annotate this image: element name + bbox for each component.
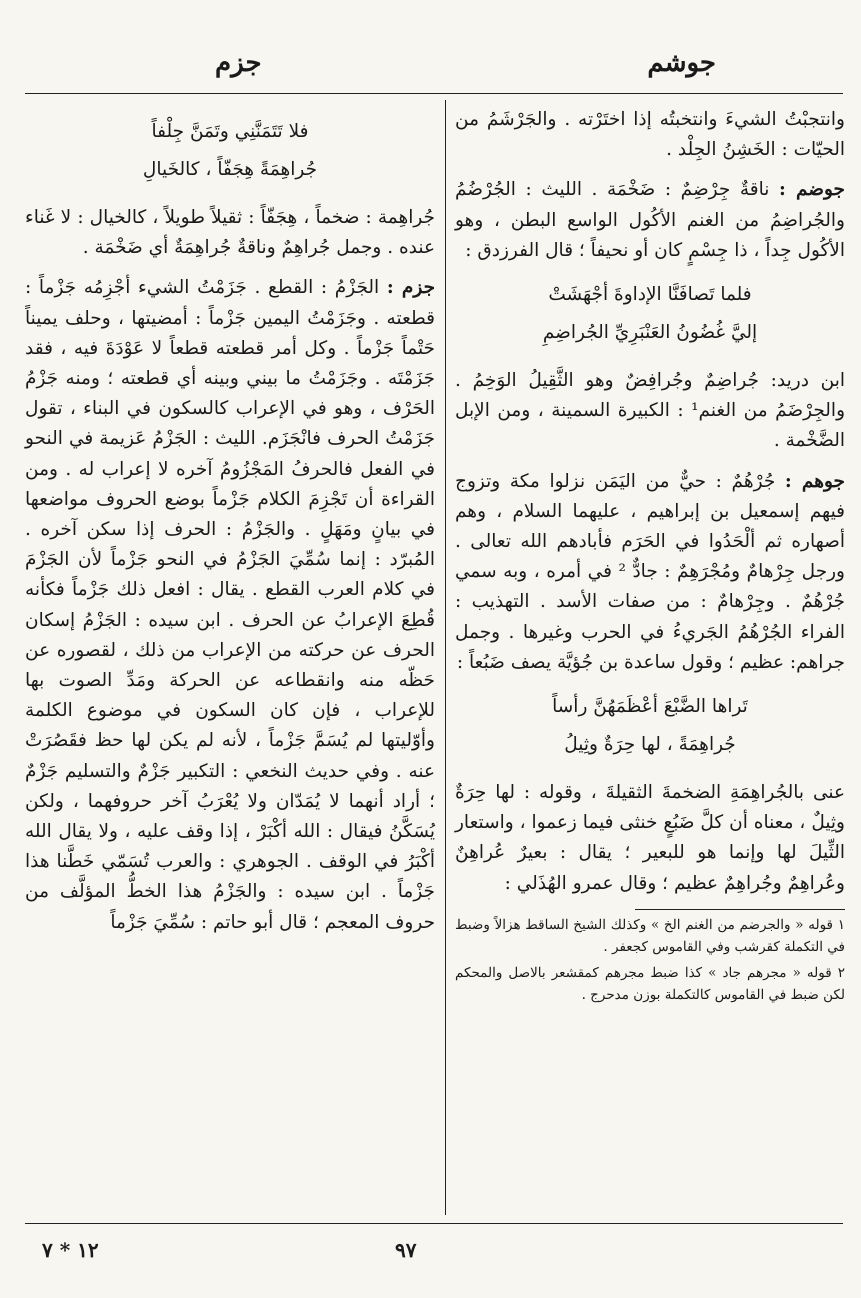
dictionary-entry [455,175,845,266]
footnote: ١ قوله « والجرضم من الغنم الخ » وكذلك الشيخ الساقط هزالاً وضبط في التكملة كقرشب وفي القاموس كجعفر . [455,916,845,955]
entry-text: ناقةٌ جِرْضِمٌ : ضَخْمَة . الليث : الجُرْضُمُ والجُراضِمُ من الغنم الأكُول الواسع البطن ، وهو الأكُول جِداً ، ذا جِسْمٍ كان أو نحيفاً ؛ قال الفرزدق : [455,179,845,261]
verse-line: فلا تَتَمَنَّنِي وتَمَنَّ جِلْفاً [151,121,309,142]
verse-line: جُراهِمَةً ، لها حِرَةٌ وثِيلُ [564,734,736,756]
verse [25,113,435,189]
footer-rule [25,1223,843,1224]
header-rule [25,93,843,94]
verse [455,276,845,352]
entry-text: ابن دريد: جُراضِمٌ وجُرافِضٌ وهو الثَّقِيلُ الوَخِمُ . والجِرْضَمُ من الغنم¹ : الكبيرة السمينة ، ومن الإبل الضَّخْمة . [455,370,845,452]
column-divider [445,100,446,1215]
verse-line: إليَّ غُضُونُ العَنْبَرِيِّ الجُراضِمِ [542,322,758,344]
entry-text: جُرْهُمٌ : حيٌّ من اليَمَن نزلوا مكة وتزوج فيهم إسمعيل بن إبراهيم ، عليهما السلام ، وهم أصهاره ثم ألْحَدُوا في الحَرَم فأبادهم الله تعالى . ورجل جِرْهامٌ ومُجْرَهِمٌ : جادٌّ ² في أمره ، وبه سمي جُرْهُمٌ . وجِرْهامٌ : من صفات الأسد . التهذيب : الفراء الجُرْهُمُ الجَريءُ في الحرب وغيرها . وجمل جراهم: عظيم ؛ وقول ساعدة بن جُؤيَّة يصف ضَبُعاً : [455,470,845,673]
right-column [455,105,845,1010]
entry-text: الجَزْمُ : القطع . جَزَمْتُ الشيء أجْزِمُه جَزْماً : قطعته . وجَزَمْتُ اليمين جَزْماً : أمضيتها ، وحلف يميناً حَتْماً جَزْماً . وكل أمر قطعته قطعاً لا عَوْدَةَ فيه ، فقد جَزَمْتَه . وجَزَمْتُ ما بيني وبينه أي قطعته ؛ ومنه جَزْمُ الحَرْف ، وهو في الإعراب كالسكون في البناء ، تقول جَزَمْتُ الحرف فانْجَزَم. الليث : الجَزْمُ عَزيمة في النحو في الفعل فالحرفُ المَجْزُومُ آخره لا إعراب له . ومن القراءة أن تَجْزِمَ الكلام جَزْماً بوضع الحروف مواضعها في بيانٍ ومَهَلٍ . والجَزْمُ : الحرف إذا سكن آخره . المُبرّد : إنما سُمِّيَ الجَزْمُ في النحو جَزْماً لأن الجَزْمَ في كلام العرب القطع . يقال : افعل ذلك جَزْماً فكأنه قُطِعَ الإعرابُ عن الحرف . ابن سيده : الجَزْمُ إسكان الحرف عن حركته من الإعراب من ذلك ، لقصوره عن حَظّه منه وانقطاعه عن الحركة ومَدِّ الصوت بها للإعراب ، فإن كان السكون في موضوع الكلمة وأوّليتها لم يُسَمَّ جَزْماً ، لأنه لم يكن لها حظ فقَصُرَتْ عنه . وفي حديث النخعي : التكبير جَزْمٌ والتسليم جَزْمٌ ؛ أراد أنهما لا يُمَدّان ولا يُعْرَبُ آخر حروفهما ، ولكن يُسَكَّنُ فيقال : الله أكْبَرْ ، إذا وقف عليه ، ولا يقال الله أكْبَرُ في الوقف . الجوهري : والعرب تُسَمّي خَطَّنا هذا جَزْماً . ابن سيده : والجَزْمُ هذا الخطُّ المؤلَّف من حروف المعجم ؛ قال أبو حاتم : سُمِّيَ جَزْماً [25,277,435,933]
verse-line: تَراها الضَّبْعَ أعْظَمَهُنَّ رأساً [552,696,748,718]
page-header [0,48,861,88]
entry-text: وانتجبْتُ الشيءَ وانتخبتُه إذا اختَرْته . والجَرْشَمُ من الحيّات : الخَشِنُ الجِلْد . [455,109,845,161]
running-head-right: جوشم [647,48,716,78]
paragraph [25,203,435,263]
paragraph [455,105,845,165]
page-number: ٩٧ [395,1238,417,1262]
footnote-rule [635,909,845,910]
footnote: ٢ قوله « مجرهم جاد » كذا ضبط مجرهم كمقشعر بالاصل والمحكم لكن ضبط في القاموس كالتكملة بوزن مدحرج . [455,964,845,1003]
dictionary-entry [25,273,435,937]
left-column [25,105,435,948]
running-head-left: جزم [215,48,262,78]
paragraph [455,778,845,899]
entry-text: جُراهِمة : ضخماً ، هِجَفّاً : ثقيلاً طويلاً ، كالخيال : لا غَناء عنده . وجمل جُراهِمٌ وناقةٌ جُراهِمَةٌ أي ضَخْمَة . [25,207,435,259]
entry-headword: جوهم : [784,470,845,492]
footnotes [455,914,845,1006]
paragraph [455,366,845,457]
dictionary-entry [455,467,845,678]
signature-mark: ١٢ * ٧ [42,1238,99,1262]
verse [455,688,845,764]
verse-line: جُراهِمَةً هِجَفّاً ، كالخَيالِ [142,159,318,180]
verse-line: فلما تَصافَنَّا الإداوةَ أجْهَشَتْ [548,284,752,306]
entry-headword: جوضم : [779,179,845,201]
entry-text: عنى بالجُراهِمَةِ الضخمةَ الثقيلةَ ، وقوله : لها حِرَةٌ وثِيلٌ ، معناه أن كلَّ ضَبُعٍ خنثى فيما زعموا ، واستعار الثِّيلَ لها وإنما هو للبعير ؛ يقال : بعيرٌ عُراهِنٌ وعُراهِمٌ وجُراهِمٌ عظيم ؛ وقال عمرو الهُذَلي : [455,782,845,894]
entry-headword: جزم : [386,277,436,299]
